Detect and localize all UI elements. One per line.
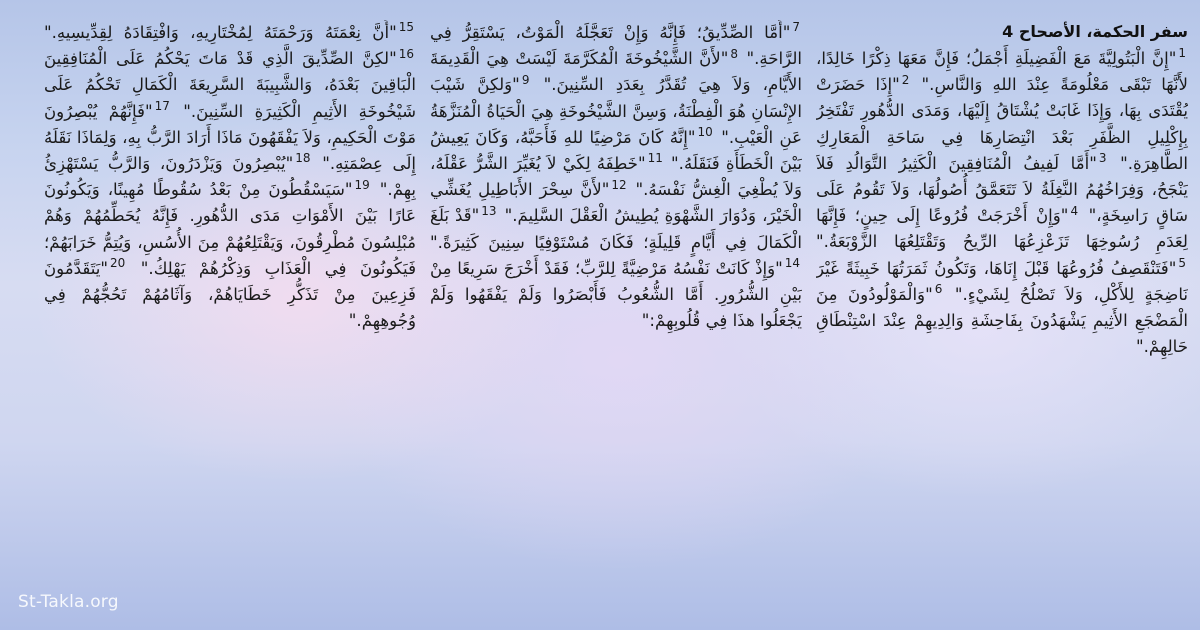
text-columns (30, 20, 1188, 612)
verse-text: "يُبْصِرُونَ وَيَزْدَرُونَ، وَالرَّبُّ يَسْتَهْزِئُ بِهِمْ." (44, 154, 416, 200)
verse-number: 18 (295, 151, 311, 166)
verse-text: "وَالْمَوْلُودُونَ مِنَ الْمَضْجَعِ الأَثِيمِ يَشْهَدُونَ بِفَاحِشَةِ وَالِدِيهِمْ عِنْدَ اسْتِنْطَاقِ حَالِهِمْ." (816, 284, 1188, 357)
verse-number: 5 (1178, 256, 1186, 271)
verse-number: 1 (1178, 46, 1186, 61)
verse-text: "فَتَنْقَصِفُ فُرُوعُهَا قَبْلَ إِنَاهَا، وَتَكُونُ ثَمَرَتُهَا خَبِيثَةً غَيْرَ نَاضِجَةٍ لِلأَكْلِ، وَلاَ تَصْلُحُ لِشَيْءٍ." (816, 258, 1188, 304)
verse-number: 7 (792, 20, 800, 35)
verse (44, 20, 416, 42)
verse-text: "سَيَسْقُطُونَ مِنْ بَعْدُ سُقُوطًا مُهِينًا، وَيَكُونُونَ عَارًا بَيْنَ الأَمْوَاتِ مَدَى الدُّهُورِ. فَإِنَّهُ يُحَطِّمُهُمْ وَهُمْ مُبْلِسُونَ مُطْرِقُونَ، وَيَقْتَلِعُهُمْ مِنَ الأُسُسِ، وَيُتِمُّ خَرَابَهُمْ؛ فَيَكُونُونَ فِي الْعَذَابِ وَذِكْرُهُمْ يَهْلِكُ." (44, 180, 416, 278)
verse-text: "وَلكِنَّ شَيْبَ الإِنْسَانِ هُوَ الْفِطْنَةُ، وَسِنَّ الشَّيْخُوخَةِ هِيَ الْحَيَاةُ الْمُنَزَّهَةُ عَنِ الْعَيْبِ." (430, 75, 802, 147)
verse-number: 14 (784, 256, 800, 271)
verse-text: "إِنَّهُ كَانَ مَرْضِيًا للهِ فَأَحَبَّهُ، وَكَانَ يَعِيشُ بَيْنَ الْخَطَأَةِ فَنَقَلَهُ." (430, 127, 802, 174)
chapter-heading: سفر الحكمة، الأصحاح 4 (1002, 22, 1188, 41)
verse-number: 19 (354, 177, 370, 192)
verse-text: "قَدْ بَلَغَ الْكَمَالَ فِي أَيَّامٍ قَلِيلَةٍ؛ فَكَانَ مُسْتَوْفِيًا سِنِينَ كَثِيرَةً." (430, 206, 802, 252)
verse-text: "خَطِفَهُ لِكَيْ لاَ يُغَيِّرَ الشَّرُّ عَقْلَهُ، وَلاَ يُطْغِيَ الْغِشُّ نَفْسَهُ." (430, 154, 802, 200)
verse-number: 8 (730, 46, 739, 61)
verse-text: "فَإِنَّهُمْ يُبْصِرُونَ مَوْتَ الْحَكِيمِ، وَلاَ يَفْقَهُونَ مَاذَا أَرَادَ الرَّبُّ بِهِ، وَلِمَاذَا نَقَلَهُ إِلَى عِصْمَتِهِ." (44, 101, 416, 174)
column-right (816, 20, 1188, 612)
verse-number: 13 (481, 203, 497, 218)
site-watermark: St-Takla.org (18, 592, 119, 612)
verse-text: "إِنَّ الْبَتُولِيَّةَ مَعَ الْفَضِيلَةِ أَجْمَلُ؛ فَإِنَّ مَعَهَا ذِكْرًا خَالِدًا، لأَنَّهَا تَبْقَى مَعْلُومَةً عِنْدَ اللهِ وَالنَّاسِ." (816, 49, 1188, 95)
verse-text: "أَنَّ نِعْمَتَهُ وَرَحْمَتَهُ لِمُخْتَارِيهِ، وَافْتِقَادَهُ لِقِدِّيسِيهِ." (44, 23, 397, 42)
verse (430, 256, 802, 331)
verse-text: "إِذَا حَضَرَتْ يُقْتَدَى بِهَا، وَإِذَا غَابَتْ يُشْتَاقُ إِلَيْهَا، وَمَدَى الدُّهُورِ تَفْتَخِرُ بِإِكْلِيلِ الظَّفَرِ بَعْدَ انْتِصَارِهَا فِي سَاحَةِ الْمَعَارِكِ الطَّاهِرَةِ." (816, 75, 1188, 173)
verse-number: 15 (398, 20, 414, 35)
verse-number: 16 (398, 46, 414, 61)
verse-text: "يَتَقَدَّمُونَ فَزِعِينَ مِنْ تَذَكُّرِ خَطَايَاهُمْ، وَآثَامُهُمْ تَحُجُّهُمْ فِي وُجُوهِهِمْ." (44, 258, 416, 331)
verse-text: "وَإِذْ كَانَتْ نَفْسُهُ مَرْضِيَّةً لِلرَّبِّ؛ فَقَدْ أَخْرَجَ سَرِيعًا مِنْ بَيْنِ الشُّرُورِ. أَمَّا الشُّعُوبُ فَأَبْصَرُوا وَلَمْ يَفْقَهُوا وَلَمْ يَجْعَلُوا هذَا فِي قُلُوبِهِمْ:" (430, 258, 802, 331)
verse-number: 4 (1070, 203, 1079, 218)
verse-text: "لأَنَّ الشَّيْخُوخَةَ الْمُكَرَّمَةَ لَيْسَتْ هِيَ الْقَدِيمَةَ الأَيَّامِ، وَلاَ هِيَ تُقَدَّرُ بِعَدَدِ السِّنِينَ." (430, 49, 802, 95)
verse-number: 20 (110, 256, 126, 271)
verse-number: 3 (1098, 151, 1107, 166)
column-left (44, 20, 416, 612)
verse-number: 6 (934, 282, 943, 297)
verse-text: "لكِنَّ الصِّدِّيقَ الَّذِي قَدْ مَاتَ يَحْكُمُ عَلَى الْمُنَافِقِينَ الْبَاقِينَ بَعْدَهُ، وَالشَّبِيبَةَ السَّرِيعَةَ الْكَمَالِ تَحْكُمُ عَلَى شَيْخُوخَةِ الأَثِيمِ الْكَثِيرَةِ السِّنِينَ." (44, 49, 416, 121)
verse-number: 17 (154, 99, 170, 114)
column-middle (430, 20, 802, 612)
verse-number: 2 (901, 72, 910, 87)
verse-number: 12 (611, 177, 627, 192)
verse-number: 9 (521, 72, 530, 87)
verse-text: "وَإِنْ أَخْرَجَتْ فُرُوعًا إِلَى حِينٍ؛ فَإِنَّهَا لِعَدَمِ رُسُوخِهَا تَزَعْزِعُهَا الرِّيحُ وَتَقْتَلِعُهَا الزَّوْبَعَةُ." (816, 206, 1188, 252)
verse-number: 11 (647, 151, 663, 166)
verse-number: 10 (697, 125, 713, 140)
verse-text: "لأَنَّ سِحْرَ الأَبَاطِيلِ يُغَشِّي الْخَيْرَ، وَدُوَارَ الشَّهْوَةِ يُطِيشُ الْعَقْلَ السَّلِيمَ." (430, 180, 802, 226)
verse-text: "أَمَّا الصِّدِّيقُ؛ فَإِنَّهُ وَإِنْ تَعَجَّلَهُ الْمَوْتُ، يَسْتَقِرُّ فِي الرَّاحَةِ." (430, 23, 802, 69)
verse-text: "أَمَّا لَفِيفُ الْمُنَافِقِينَ الْكَثِيرُ التَّوَالُدِ فَلاَ يَنْجَحُ، وَفِرَاخُهُمُ النَّغِلَةُ لاَ تَتَعَمَّقُ أُصُولُهَا، وَلاَ تَقُومُ عَلَى سَاقٍ رَاسِخَةٍ،" (816, 153, 1188, 226)
